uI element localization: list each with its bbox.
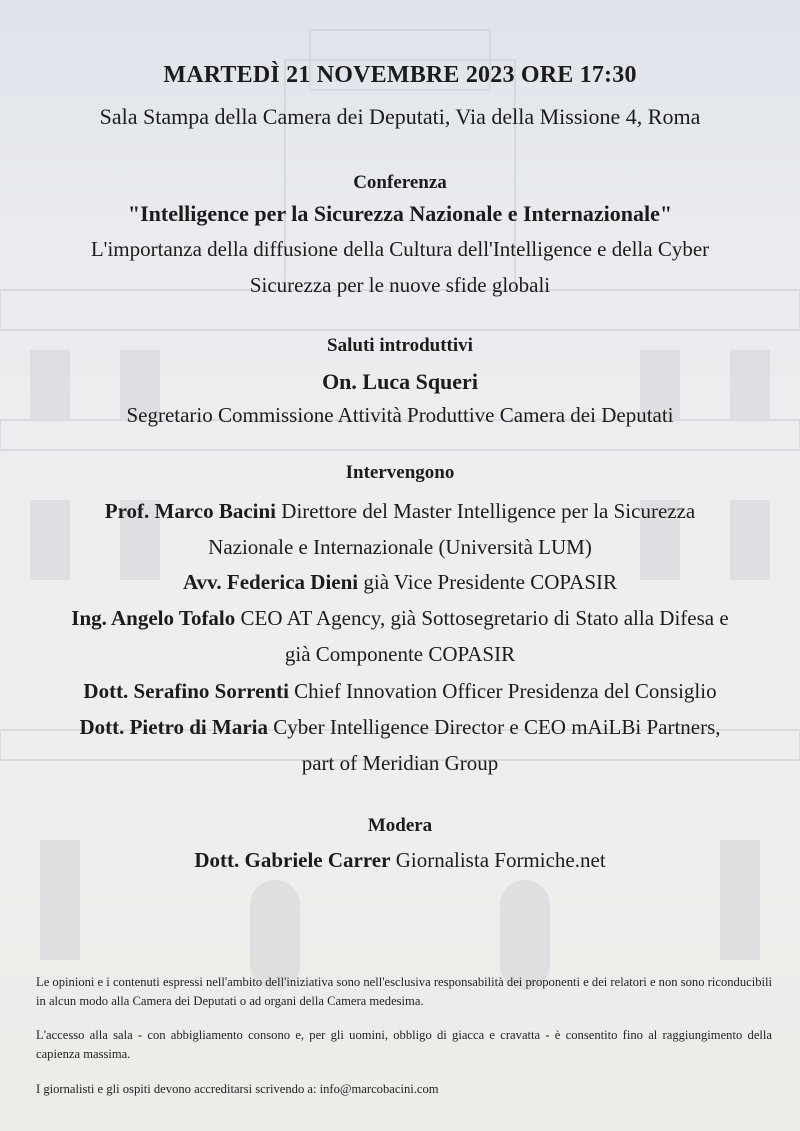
moderator: [0, 848, 800, 873]
moderator-role: Giornalista Formiche.net: [395, 848, 606, 872]
speaker-role: Direttore del Master Intelligence per la Sicurezza: [281, 499, 696, 523]
event-venue: Sala Stampa della Camera dei Deputati, Via della Missione 4, Roma: [99, 104, 701, 129]
event-date: MARTEDÌ 21 NOVEMBRE 2023 ORE 17:30: [163, 62, 637, 88]
greetings-role: Segretario Commissione Attività Produttive Camera dei Deputati: [126, 403, 674, 427]
speaker-5-role-cont: part of Meridian Group: [301, 751, 499, 775]
conference-label: Conferenza: [353, 172, 447, 193]
speaker-name: Dott. Serafino Sorrenti: [83, 679, 289, 703]
moderator-name: Dott. Gabriele Carrer: [194, 848, 391, 872]
moderator-label: Modera: [367, 815, 433, 836]
speaker-name: Ing. Angelo Tofalo: [71, 606, 236, 630]
speaker-role: già Vice Presidente COPASIR: [363, 570, 618, 594]
speaker-3-role-cont: già Componente COPASIR: [284, 642, 516, 666]
greetings-label: Saluti introduttivi: [327, 335, 473, 356]
speakers-label: Intervengono: [345, 462, 455, 483]
speaker-role: CEO AT Agency, già Sottosegretario di Stato alla Difesa e: [240, 606, 729, 630]
speaker-name: Avv. Federica Dieni: [182, 570, 359, 594]
speaker-3: [0, 606, 800, 631]
speaker-role: Chief Innovation Officer Presidenza del Consiglio: [294, 679, 717, 703]
footer-disclaimer: Le opinioni e i contenuti espressi nell'ambito dell'iniziativa sono nell'esclusiva responsabilità dei proponenti e dei relatori e non sono riconducibili in alcun modo alla Camera dei Deputati o ad organi della Camera medesima.: [36, 975, 773, 1008]
speaker-2: [0, 570, 800, 595]
speaker-name: Prof. Marco Bacini: [104, 499, 277, 523]
speaker-4: [0, 679, 800, 704]
footer-press-contact: I giornalisti e gli ospiti devono accreditarsi scrivendo a: info@marcobacini.com: [36, 1082, 439, 1096]
speaker-1-role-cont: Nazionale e Internazionale (Università LUM): [208, 535, 592, 559]
speaker-5: [0, 715, 800, 740]
conference-subtitle-line1: L'importanza della diffusione della Cultura dell'Intelligence e della Cyber: [90, 237, 710, 261]
speaker-1: [0, 499, 800, 524]
greetings-name: On. Luca Squeri: [322, 369, 478, 394]
conference-subtitle-line2: Sicurezza per le nuove sfide globali: [249, 273, 551, 297]
footer-access-note: L'accesso alla sala - con abbigliamento consono e, per gli uomini, obbligo di giacca e cravatta - è consentito fino al raggiungimento della capienza massima.: [36, 1028, 772, 1061]
speaker-role: Cyber Intelligence Director e CEO mAiLBi Partners,: [273, 715, 721, 739]
speaker-name: Dott. Pietro di Maria: [79, 715, 268, 739]
conference-title: "Intelligence per la Sicurezza Nazionale e Internazionale": [127, 201, 673, 226]
